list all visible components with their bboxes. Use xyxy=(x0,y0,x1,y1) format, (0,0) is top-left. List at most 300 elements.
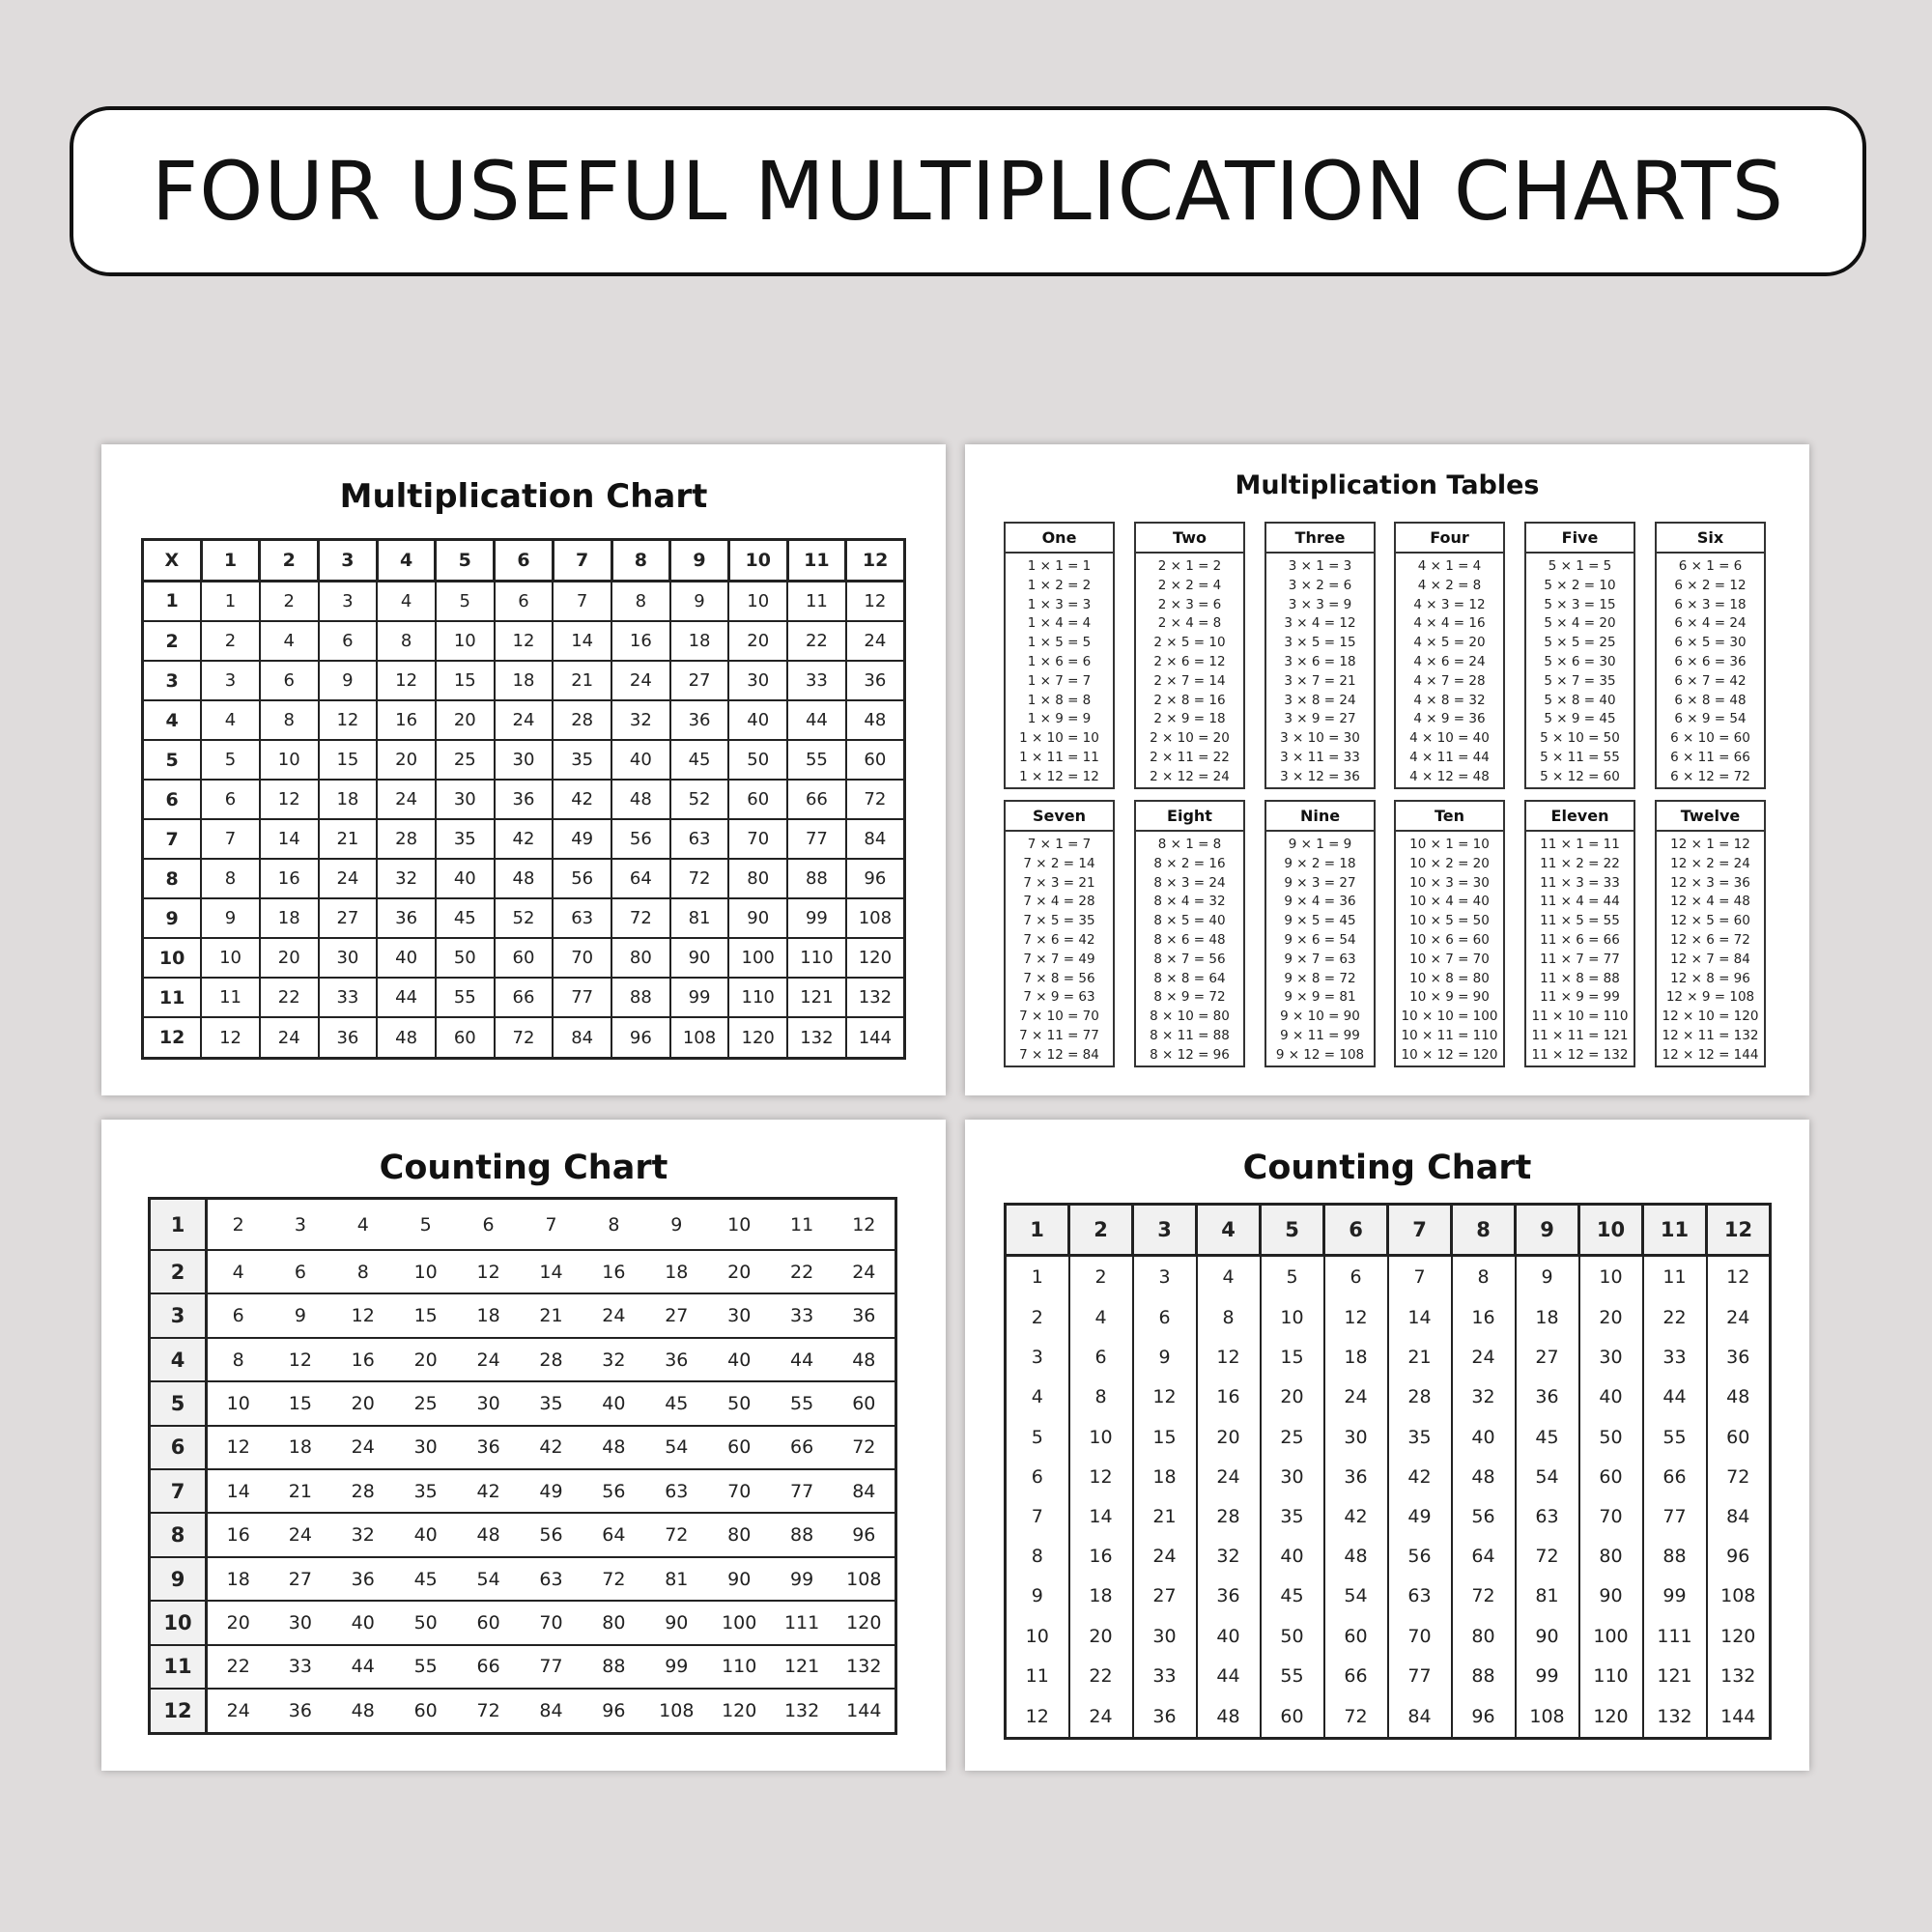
table-cell: 88 xyxy=(787,859,846,898)
table-cell: 18 xyxy=(319,780,378,819)
table-cell: 24 xyxy=(457,1338,520,1381)
times-table-equation: 10 × 9 = 90 xyxy=(1409,989,1490,1006)
table-cell: 35 xyxy=(1261,1496,1324,1536)
table-cell: 2 xyxy=(1069,1256,1133,1298)
table-cell: 132 xyxy=(1707,1656,1771,1695)
table-row xyxy=(1006,1537,1771,1577)
table-cell: 27 xyxy=(670,661,729,700)
times-table-equation: 8 × 3 = 24 xyxy=(1153,874,1226,891)
times-table-equation: 8 × 11 = 88 xyxy=(1150,1027,1230,1043)
times-table-equation: 9 × 12 = 108 xyxy=(1275,1046,1365,1063)
table-cell: 15 xyxy=(1133,1417,1197,1457)
column-header: 4 xyxy=(377,540,436,582)
table-cell: 40 xyxy=(1579,1378,1643,1417)
times-table-equation: 10 × 12 = 120 xyxy=(1401,1046,1498,1063)
table-cell: 11 xyxy=(1643,1256,1707,1298)
table-cell: 50 xyxy=(394,1601,457,1644)
table-cell: 11 xyxy=(1006,1656,1069,1695)
table-cell: 18 xyxy=(1069,1577,1133,1616)
table-cell: 18 xyxy=(1133,1457,1197,1496)
table-cell: 44 xyxy=(771,1338,834,1381)
table-cell: 9 xyxy=(670,581,729,621)
column-header: 3 xyxy=(1133,1205,1197,1256)
column-header: 3 xyxy=(319,540,378,582)
table-cell: 70 xyxy=(728,819,787,859)
page-title: FOUR USEFUL MULTIPLICATION CHARTS xyxy=(151,144,1785,239)
table-cell: 72 xyxy=(1516,1537,1579,1577)
times-table-equation: 4 × 1 = 4 xyxy=(1417,558,1482,574)
times-table-equation: 4 × 5 = 20 xyxy=(1413,635,1486,651)
times-table-equation: 7 × 5 = 35 xyxy=(1023,913,1095,929)
table-cell: 48 xyxy=(834,1338,896,1381)
table-cell: 9 xyxy=(201,898,260,938)
column-header: 10 xyxy=(1579,1205,1643,1256)
panel-title: Multiplication Chart xyxy=(339,477,708,516)
times-table-equation: 2 × 6 = 12 xyxy=(1153,653,1226,669)
table-cell: 7 xyxy=(1388,1256,1452,1298)
times-table-equation: 10 × 5 = 50 xyxy=(1409,913,1490,929)
table-cell: 22 xyxy=(207,1645,270,1689)
table-cell: 27 xyxy=(1516,1338,1579,1378)
table-cell: 12 xyxy=(1006,1695,1069,1738)
times-table-equation: 11 × 4 = 44 xyxy=(1540,894,1620,910)
table-cell: 77 xyxy=(553,978,611,1017)
table-cell: 14 xyxy=(1388,1298,1452,1338)
table-cell: 9 xyxy=(269,1293,331,1337)
table-cell: 72 xyxy=(457,1689,520,1733)
table-cell: 42 xyxy=(1324,1496,1388,1536)
table-cell: 32 xyxy=(1197,1537,1261,1577)
table-row xyxy=(143,621,905,661)
table-cell: 36 xyxy=(495,780,554,819)
table-cell: 45 xyxy=(645,1381,708,1425)
times-table-equation: 5 × 4 = 20 xyxy=(1544,615,1616,632)
table-cell: 80 xyxy=(582,1601,645,1644)
times-table-box xyxy=(1004,522,1115,789)
table-cell: 16 xyxy=(1452,1298,1516,1338)
table-cell: 21 xyxy=(520,1293,582,1337)
times-table-equation: 8 × 9 = 72 xyxy=(1153,989,1226,1006)
times-table-rows xyxy=(1396,832,1503,1065)
table-cell: 2 xyxy=(207,1199,270,1251)
table-cell: 90 xyxy=(670,938,729,978)
table-cell: 3 xyxy=(319,581,378,621)
times-table-equation: 8 × 2 = 16 xyxy=(1153,855,1226,871)
table-cell: 96 xyxy=(1707,1537,1771,1577)
table-cell: 11 xyxy=(201,978,260,1017)
table-cell: 96 xyxy=(582,1689,645,1733)
times-table-equation: 12 × 11 = 132 xyxy=(1662,1027,1759,1043)
times-table-equation: 2 × 5 = 10 xyxy=(1153,635,1226,651)
times-table-equation: 9 × 10 = 90 xyxy=(1280,1009,1360,1025)
times-table-equation: 5 × 8 = 40 xyxy=(1544,692,1616,708)
times-table-equation: 6 × 7 = 42 xyxy=(1674,672,1747,689)
table-cell: 40 xyxy=(708,1338,771,1381)
table-cell: 144 xyxy=(846,1017,905,1058)
column-header: 7 xyxy=(1388,1205,1452,1256)
times-table-rows xyxy=(1526,554,1634,787)
times-table-equation: 9 × 2 = 18 xyxy=(1284,855,1356,871)
table-cell: 7 xyxy=(520,1199,582,1251)
table-row xyxy=(150,1645,896,1689)
times-table-equation: 11 × 2 = 22 xyxy=(1540,855,1620,871)
times-table-equation: 10 × 8 = 80 xyxy=(1409,970,1490,986)
times-table-equation: 11 × 10 = 110 xyxy=(1531,1009,1629,1025)
table-row xyxy=(150,1338,896,1381)
row-header: 8 xyxy=(150,1513,207,1556)
table-cell: 40 xyxy=(436,859,495,898)
table-cell: 84 xyxy=(1388,1695,1452,1738)
table-cell: 32 xyxy=(611,700,670,740)
table-cell: 50 xyxy=(1261,1616,1324,1656)
table-cell: 16 xyxy=(1069,1537,1133,1577)
table-cell: 77 xyxy=(1388,1656,1452,1695)
times-table-equation: 9 × 11 = 99 xyxy=(1280,1027,1360,1043)
row-header: 11 xyxy=(143,978,202,1017)
times-table-equation: 6 × 3 = 18 xyxy=(1674,596,1747,612)
table-cell: 81 xyxy=(645,1557,708,1601)
table-cell: 88 xyxy=(1452,1656,1516,1695)
column-header: 11 xyxy=(787,540,846,582)
table-row xyxy=(1006,1656,1771,1695)
times-table-equation: 9 × 6 = 54 xyxy=(1284,931,1356,948)
table-cell: 84 xyxy=(1707,1496,1771,1536)
table-cell: 110 xyxy=(708,1645,771,1689)
row-header: 12 xyxy=(143,1017,202,1058)
table-cell: 16 xyxy=(611,621,670,661)
table-cell: 72 xyxy=(1707,1457,1771,1496)
table-cell: 28 xyxy=(331,1469,394,1513)
times-table-equation: 7 × 9 = 63 xyxy=(1023,989,1095,1006)
table-cell: 64 xyxy=(611,859,670,898)
times-table-equation: 12 × 12 = 144 xyxy=(1662,1046,1759,1063)
table-cell: 55 xyxy=(394,1645,457,1689)
table-cell: 36 xyxy=(670,700,729,740)
column-header: 7 xyxy=(553,540,611,582)
column-header: 2 xyxy=(1069,1205,1133,1256)
times-table-equation: 7 × 1 = 7 xyxy=(1027,837,1092,852)
table-cell: 36 xyxy=(457,1426,520,1469)
table-cell: 63 xyxy=(670,819,729,859)
table-cell: 24 xyxy=(1324,1378,1388,1417)
table-cell: 111 xyxy=(771,1601,834,1644)
times-table-box xyxy=(1134,522,1245,789)
times-table-equation: 5 × 5 = 25 xyxy=(1544,635,1616,651)
row-header: 3 xyxy=(150,1293,207,1337)
table-cell: 90 xyxy=(1516,1616,1579,1656)
table-cell: 54 xyxy=(457,1557,520,1601)
table-cell: 10 xyxy=(1579,1256,1643,1298)
table-cell: 8 xyxy=(207,1338,270,1381)
table-cell: 8 xyxy=(1006,1537,1069,1577)
times-table-title: Eleven xyxy=(1526,802,1634,832)
row-header: 9 xyxy=(150,1557,207,1601)
table-cell: 5 xyxy=(436,581,495,621)
times-table-equation: 12 × 3 = 36 xyxy=(1670,874,1750,891)
column-header: 6 xyxy=(1324,1205,1388,1256)
times-table-equation: 9 × 1 = 9 xyxy=(1288,837,1352,852)
table-cell: 40 xyxy=(331,1601,394,1644)
times-table-equation: 4 × 7 = 28 xyxy=(1413,672,1486,689)
table-cell: 72 xyxy=(645,1513,708,1556)
table-cell: 35 xyxy=(1388,1417,1452,1457)
times-table-equation: 4 × 2 = 8 xyxy=(1417,577,1482,593)
table-cell: 14 xyxy=(1069,1496,1133,1536)
table-cell: 55 xyxy=(1643,1417,1707,1457)
table-cell: 12 xyxy=(1324,1298,1388,1338)
table-cell: 120 xyxy=(708,1689,771,1733)
table-cell: 60 xyxy=(846,740,905,780)
times-table-equation: 3 × 10 = 30 xyxy=(1280,730,1360,747)
times-table-title: Seven xyxy=(1006,802,1113,832)
table-cell: 8 xyxy=(1197,1298,1261,1338)
table-cell: 44 xyxy=(1197,1656,1261,1695)
table-cell: 4 xyxy=(207,1250,270,1293)
table-cell: 100 xyxy=(1579,1616,1643,1656)
column-header: 5 xyxy=(436,540,495,582)
row-header: 2 xyxy=(150,1250,207,1293)
table-cell: 6 xyxy=(319,621,378,661)
table-row xyxy=(1006,1298,1771,1338)
table-cell: 44 xyxy=(1643,1378,1707,1417)
table-cell: 9 xyxy=(1133,1338,1197,1378)
table-cell: 60 xyxy=(394,1689,457,1733)
table-cell: 33 xyxy=(1643,1338,1707,1378)
times-table-equation: 7 × 11 = 77 xyxy=(1019,1027,1099,1043)
table-cell: 100 xyxy=(708,1601,771,1644)
table-cell: 66 xyxy=(1643,1457,1707,1496)
table-cell: 99 xyxy=(771,1557,834,1601)
table-cell: 3 xyxy=(201,661,260,700)
table-cell: 33 xyxy=(787,661,846,700)
table-cell: 132 xyxy=(787,1017,846,1058)
table-cell: 28 xyxy=(553,700,611,740)
times-table-equation: 7 × 7 = 49 xyxy=(1023,951,1095,967)
table-cell: 35 xyxy=(436,819,495,859)
table-cell: 10 xyxy=(436,621,495,661)
table-cell: 30 xyxy=(1579,1338,1643,1378)
table-cell: 30 xyxy=(1324,1417,1388,1457)
table-cell: 60 xyxy=(495,938,554,978)
times-table-equation: 2 × 8 = 16 xyxy=(1153,692,1226,708)
times-table-equation: 9 × 4 = 36 xyxy=(1284,894,1356,910)
table-cell: 25 xyxy=(436,740,495,780)
table-cell: 18 xyxy=(645,1250,708,1293)
multiplication-chart-panel xyxy=(101,444,946,1095)
table-row xyxy=(150,1601,896,1644)
table-cell: 20 xyxy=(1579,1298,1643,1338)
table-cell: 84 xyxy=(834,1469,896,1513)
table-cell: 24 xyxy=(331,1426,394,1469)
table-cell: 33 xyxy=(269,1645,331,1689)
table-cell: 8 xyxy=(611,581,670,621)
times-table-equation: 3 × 8 = 24 xyxy=(1284,692,1356,708)
table-cell: 10 xyxy=(260,740,319,780)
row-header: 10 xyxy=(143,938,202,978)
table-cell: 88 xyxy=(771,1513,834,1556)
table-cell: 99 xyxy=(1643,1577,1707,1616)
times-table-equation: 5 × 10 = 50 xyxy=(1540,730,1620,747)
table-cell: 16 xyxy=(331,1338,394,1381)
table-cell: 99 xyxy=(670,978,729,1017)
table-cell: 24 xyxy=(377,780,436,819)
table-cell: 60 xyxy=(457,1601,520,1644)
times-table-rows xyxy=(1006,832,1113,1065)
table-row xyxy=(1006,1577,1771,1616)
table-cell: 44 xyxy=(787,700,846,740)
table-cell: 22 xyxy=(771,1250,834,1293)
table-cell: 63 xyxy=(1388,1577,1452,1616)
table-cell: 56 xyxy=(582,1469,645,1513)
times-table-equation: 5 × 7 = 35 xyxy=(1544,672,1616,689)
column-header: 9 xyxy=(1516,1205,1579,1256)
table-row xyxy=(150,1293,896,1337)
table-row xyxy=(143,1017,905,1058)
table-cell: 50 xyxy=(436,938,495,978)
times-table-equation: 2 × 4 = 8 xyxy=(1157,615,1222,632)
times-table-box xyxy=(1264,522,1376,789)
times-table-title: Ten xyxy=(1396,802,1503,832)
table-cell: 8 xyxy=(260,700,319,740)
table-cell: 30 xyxy=(436,780,495,819)
table-cell: 9 xyxy=(1516,1256,1579,1298)
table-cell: 14 xyxy=(520,1250,582,1293)
table-cell: 6 xyxy=(1133,1298,1197,1338)
column-header: 1 xyxy=(201,540,260,582)
table-cell: 16 xyxy=(260,859,319,898)
times-table-equation: 5 × 1 = 5 xyxy=(1548,558,1612,574)
times-table-equation: 3 × 4 = 12 xyxy=(1284,615,1356,632)
times-table-equation: 1 × 3 = 3 xyxy=(1027,596,1092,612)
table-cell: 110 xyxy=(728,978,787,1017)
table-cell: 18 xyxy=(207,1557,270,1601)
table-row xyxy=(1006,1256,1771,1298)
table-cell: 60 xyxy=(1324,1616,1388,1656)
table-row xyxy=(143,740,905,780)
times-table-equation: 8 × 5 = 40 xyxy=(1153,913,1226,929)
table-cell: 120 xyxy=(728,1017,787,1058)
table-cell: 54 xyxy=(1324,1577,1388,1616)
times-table-equation: 4 × 10 = 40 xyxy=(1409,730,1490,747)
row-header: 8 xyxy=(143,859,202,898)
table-cell: 49 xyxy=(553,819,611,859)
table-cell: 6 xyxy=(269,1250,331,1293)
table-cell: 111 xyxy=(1643,1616,1707,1656)
times-table-equation: 1 × 7 = 7 xyxy=(1027,672,1092,689)
times-table-equation: 11 × 11 = 121 xyxy=(1531,1027,1629,1043)
table-cell: 24 xyxy=(1452,1338,1516,1378)
table-cell: 40 xyxy=(1197,1616,1261,1656)
times-table-equation: 2 × 9 = 18 xyxy=(1153,711,1226,727)
table-cell: 84 xyxy=(520,1689,582,1733)
table-cell: 40 xyxy=(1261,1537,1324,1577)
times-table-equation: 5 × 9 = 45 xyxy=(1544,711,1616,727)
table-cell: 48 xyxy=(846,700,905,740)
times-table-equation: 10 × 3 = 30 xyxy=(1409,874,1490,891)
table-cell: 12 xyxy=(260,780,319,819)
table-cell: 24 xyxy=(1707,1298,1771,1338)
table-cell: 11 xyxy=(787,581,846,621)
table-cell: 48 xyxy=(1452,1457,1516,1496)
table-cell: 12 xyxy=(1069,1457,1133,1496)
table-cell: 10 xyxy=(1261,1298,1324,1338)
times-table-equation: 10 × 2 = 20 xyxy=(1409,855,1490,871)
table-cell: 90 xyxy=(1579,1577,1643,1616)
table-cell: 12 xyxy=(495,621,554,661)
column-header: 5 xyxy=(1261,1205,1324,1256)
table-cell: 12 xyxy=(207,1426,270,1469)
table-cell: 20 xyxy=(1261,1378,1324,1417)
times-table-equation: 8 × 6 = 48 xyxy=(1153,931,1226,948)
times-table-equation: 9 × 3 = 27 xyxy=(1284,874,1356,891)
table-cell: 12 xyxy=(834,1199,896,1251)
times-table-title: Three xyxy=(1266,524,1374,554)
times-table-equation: 3 × 12 = 36 xyxy=(1280,768,1360,784)
times-table-equation: 6 × 4 = 24 xyxy=(1674,615,1747,632)
times-table-equation: 5 × 6 = 30 xyxy=(1544,653,1616,669)
table-cell: 77 xyxy=(787,819,846,859)
table-cell: 88 xyxy=(611,978,670,1017)
times-table-equation: 12 × 7 = 84 xyxy=(1670,951,1750,967)
times-table-equation: 11 × 1 = 11 xyxy=(1540,837,1620,852)
table-cell: 52 xyxy=(670,780,729,819)
times-table-equation: 1 × 11 = 11 xyxy=(1019,749,1099,765)
times-table-equation: 3 × 7 = 21 xyxy=(1284,672,1356,689)
times-table-equation: 12 × 5 = 60 xyxy=(1670,913,1750,929)
column-header: 4 xyxy=(1197,1205,1261,1256)
table-cell: 3 xyxy=(1133,1256,1197,1298)
column-header: 9 xyxy=(670,540,729,582)
table-cell: 81 xyxy=(670,898,729,938)
table-cell: 120 xyxy=(846,938,905,978)
table-cell: 10 xyxy=(1006,1616,1069,1656)
times-table-equation: 11 × 6 = 66 xyxy=(1540,931,1620,948)
column-header: 2 xyxy=(260,540,319,582)
table-cell: 45 xyxy=(436,898,495,938)
table-cell: 5 xyxy=(1006,1417,1069,1457)
table-cell: 77 xyxy=(771,1469,834,1513)
table-cell: 24 xyxy=(611,661,670,700)
times-table-title: Four xyxy=(1396,524,1503,554)
table-cell: 120 xyxy=(1707,1616,1771,1656)
times-table-equation: 11 × 3 = 33 xyxy=(1540,874,1620,891)
times-table-equation: 10 × 7 = 70 xyxy=(1409,951,1490,967)
row-header: 11 xyxy=(150,1645,207,1689)
times-table-equation: 10 × 4 = 40 xyxy=(1409,894,1490,910)
table-cell: 36 xyxy=(331,1557,394,1601)
table-cell: 45 xyxy=(670,740,729,780)
times-table-equation: 7 × 6 = 42 xyxy=(1023,931,1095,948)
times-table-equation: 4 × 6 = 24 xyxy=(1413,653,1486,669)
times-table-equation: 7 × 12 = 84 xyxy=(1019,1046,1099,1063)
column-header: 11 xyxy=(1643,1205,1707,1256)
table-cell: 18 xyxy=(457,1293,520,1337)
table-cell: 55 xyxy=(787,740,846,780)
table-cell: 48 xyxy=(582,1426,645,1469)
table-row xyxy=(143,938,905,978)
table-cell: 56 xyxy=(553,859,611,898)
table-cell: 90 xyxy=(728,898,787,938)
times-table-box xyxy=(1394,522,1505,789)
times-table-equation: 3 × 2 = 6 xyxy=(1288,577,1352,593)
times-table-equation: 9 × 7 = 63 xyxy=(1284,951,1356,967)
table-row xyxy=(150,1381,896,1425)
times-table-rows xyxy=(1266,554,1374,787)
times-table-equation: 4 × 8 = 32 xyxy=(1413,692,1486,708)
table-cell: 30 xyxy=(394,1426,457,1469)
table-cell: 2 xyxy=(1006,1298,1069,1338)
header-row xyxy=(1006,1205,1771,1256)
